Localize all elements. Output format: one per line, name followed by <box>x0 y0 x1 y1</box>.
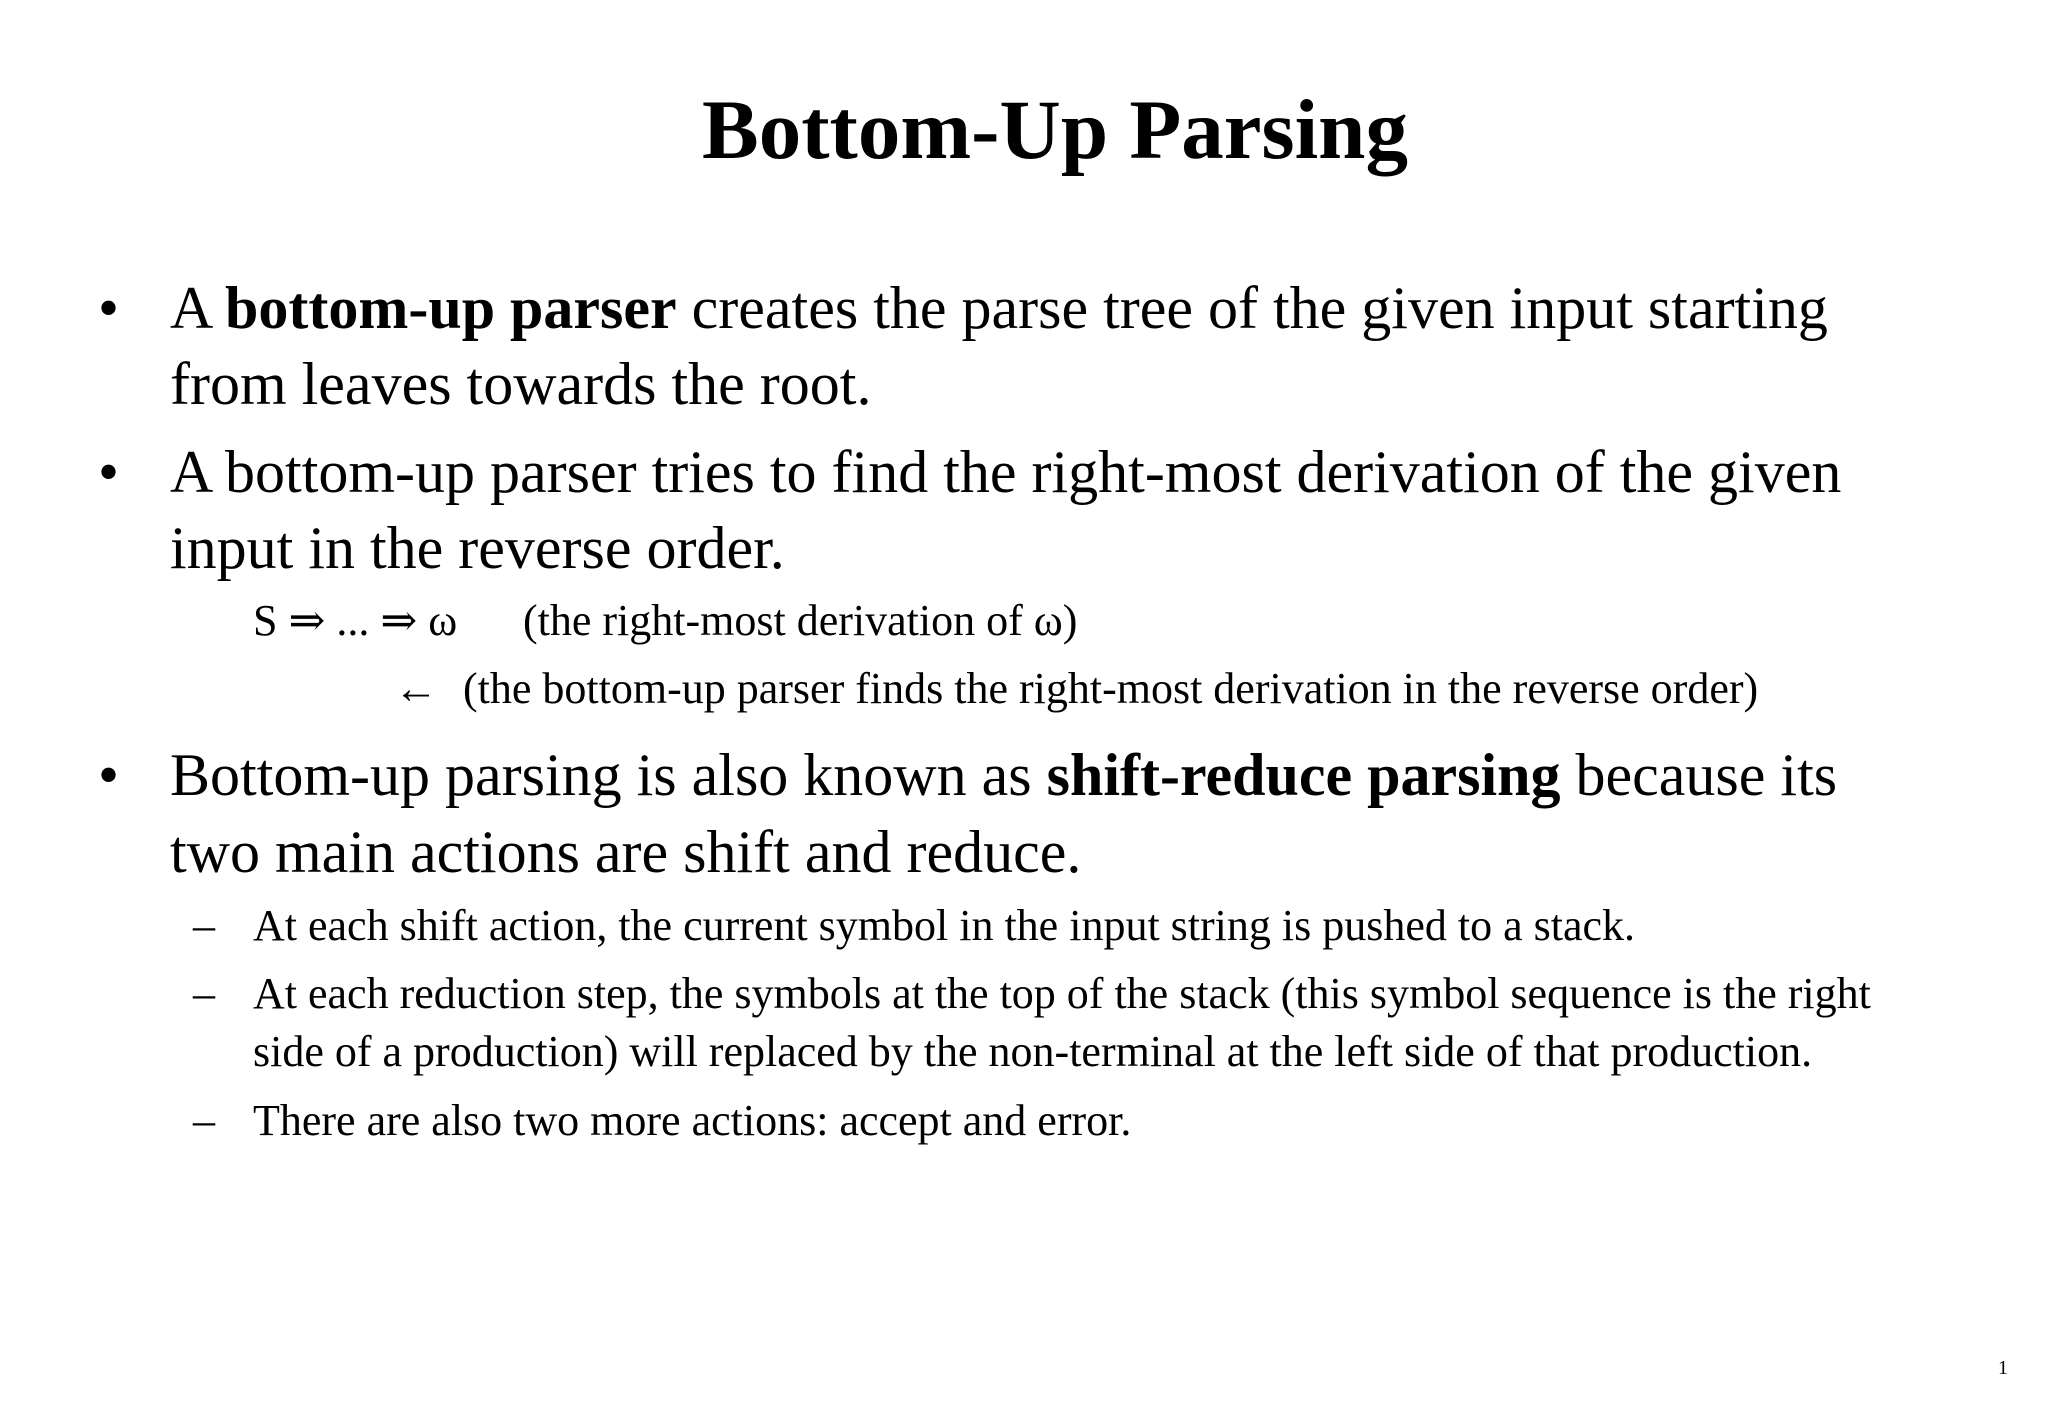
bullet-marker: • <box>98 742 120 808</box>
bullet-3-term: shift-reduce parsing <box>1046 742 1561 808</box>
sub-bullet-3 <box>193 1092 2033 1150</box>
dash-marker: – <box>193 1096 215 1145</box>
sub-bullet-1 <box>193 897 2033 955</box>
derivation-formula: S ⇒ ... ⇒ ω <box>253 596 458 645</box>
sub-bullet-3-text: There are also two more actions: accept and error. <box>253 1096 1132 1145</box>
bullet-marker: • <box>98 275 120 341</box>
page-number: 1 <box>1998 1357 2008 1379</box>
reverse-order-note: (the bottom-up parser finds the right-most derivation in the reverse order) <box>463 664 1759 713</box>
bullet-1-text-post: creates the parse tree of the given input starting <box>676 275 1828 341</box>
bullet-1 <box>98 270 2030 346</box>
bullet-1-continuation: from leaves towards the root. <box>170 351 872 417</box>
sub-bullet-1-text: At each shift action, the current symbol in the input string is pushed to a stack. <box>253 901 1636 950</box>
slide-title: Bottom-Up Parsing <box>702 83 1408 177</box>
bullet-1-text-pre: A <box>170 275 226 341</box>
dash-marker: – <box>193 969 215 1018</box>
bullet-2-text: A bottom-up parser tries to find the right-most derivation of the given <box>170 439 1842 505</box>
bullet-3-continuation: two main actions are shift and reduce. <box>170 819 1082 885</box>
bullet-1-term: bottom-up parser <box>225 275 677 341</box>
sub-bullet-2 <box>193 965 2033 1023</box>
dash-marker: – <box>193 901 215 950</box>
bullet-2 <box>98 434 2030 510</box>
bullet-marker: • <box>98 439 120 505</box>
bullet-3-text-pre: Bottom-up parsing is also known as <box>170 742 1047 808</box>
bullet-3-text-post: because its <box>1560 742 1838 808</box>
bullet-3 <box>98 737 2030 813</box>
sub-bullet-2-continuation: side of a production) will replaced by the non-terminal at the left side of that production. <box>253 1027 1813 1076</box>
bullet-2-continuation: input in the reverse order. <box>170 515 785 581</box>
derivation-note: (the right-most derivation of ω) <box>523 596 1078 645</box>
reverse-arrow-icon: ← <box>394 664 438 713</box>
sub-bullet-2-text: At each reduction step, the symbols at the top of the stack (this symbol sequence is the right <box>253 969 1871 1018</box>
